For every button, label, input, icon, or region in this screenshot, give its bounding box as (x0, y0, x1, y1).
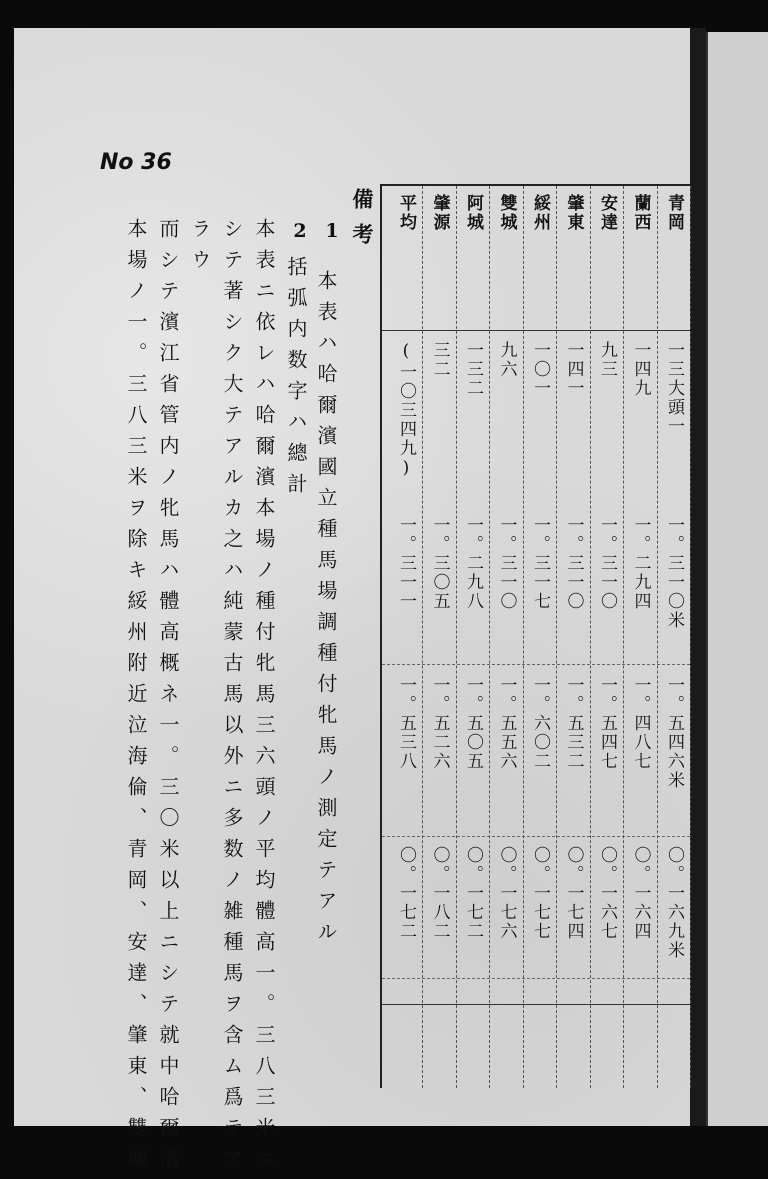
row-name: 平均 (396, 194, 416, 232)
table-cell: 一。五四七 (597, 676, 617, 771)
table-cell: 〇。一七七 (530, 846, 550, 941)
table-cell: 一三二 (463, 341, 483, 398)
table-cell: 一。二九八 (463, 516, 483, 611)
table-cell: 一。三一〇 (563, 516, 584, 611)
table-cell: (一〇三四九) (396, 341, 416, 480)
table-cell: 一。二九四 (630, 516, 651, 611)
table-cell: 〇。一八二 (429, 846, 450, 941)
note-number: 1 (321, 220, 343, 253)
table-column (422, 186, 457, 1088)
row-name: 肇源 (429, 194, 450, 232)
row-name: 安達 (597, 194, 617, 232)
row-name: 肇東 (563, 194, 584, 232)
table-cell: 一。三〇五 (429, 516, 450, 611)
table-cell: 一三大頭一 (664, 341, 684, 436)
row-name: 綏州 (530, 194, 550, 232)
note-line: 括弧内数字ハ總計 (284, 256, 308, 504)
table-cell: 〇。一七六 (496, 846, 517, 941)
page-number: No 36 (100, 150, 172, 175)
note-line: 本表ニ依レハ哈爾濱本場ノ種付牝馬三六頭ノ平均體高一。三八三米ニ (252, 218, 276, 1179)
table-column (389, 186, 424, 1088)
table-column (523, 186, 558, 1088)
note-line: シテ著シク大テアルカ之ハ純蒙古馬以外ニ多数ノ雑種馬ヲ含ム爲テア (220, 218, 244, 1179)
table-cell: 一。三一七 (530, 516, 550, 611)
table-cell: 一。三一〇 (496, 516, 517, 611)
table-cell: 〇。一六四 (630, 846, 651, 941)
data-table (380, 184, 690, 1088)
book-gutter (690, 28, 706, 1126)
row-name: 蘭西 (630, 194, 651, 232)
table-column (489, 186, 524, 1088)
table-cell: 一。三一〇 (597, 516, 617, 611)
table-cell: 〇。一七二 (463, 846, 483, 941)
table-cell: 一四一 (563, 341, 584, 398)
note-number: 2 (289, 220, 311, 253)
note-line: 本場ノ一。三八三米ヲ除キ綏州附近泣海倫、青岡、安達、肇東、雙城 (124, 218, 148, 1179)
table-cell: 一。五三八 (396, 676, 416, 771)
note-line: 而シテ濱江省管内ノ牝馬ハ體高概ネ一。三〇米以上ニシテ就中哈爾濱 (156, 218, 180, 1179)
table-cell: 一。五四六米 (664, 676, 684, 790)
note-line: ラウ (188, 218, 212, 280)
row-name: 阿城 (463, 194, 483, 232)
table-cell: 一。六〇二 (530, 676, 550, 771)
table-cell: 一。五三二 (563, 676, 584, 771)
table-cell: 〇。一七二 (396, 846, 416, 941)
table-column (623, 186, 658, 1088)
table-cell: 一〇一 (530, 341, 550, 398)
table-cell: 〇。一七四 (563, 846, 584, 941)
table-cell: 九六 (496, 341, 517, 379)
adjacent-page-edge (706, 32, 768, 1126)
row-name: 青岡 (664, 194, 684, 232)
notes-title: 備考 (350, 188, 375, 258)
table-cell: 一。三一一 (396, 516, 416, 611)
table-cell: 一。五二六 (429, 676, 450, 771)
table-cell: 一。五〇五 (463, 676, 483, 771)
table-cell: 一四九 (630, 341, 651, 398)
table-cell: 〇。一六九米 (664, 846, 684, 960)
table-cell: 一。三一〇米 (664, 516, 684, 630)
table-column (590, 186, 625, 1088)
row-name: 雙城 (496, 194, 517, 232)
table-cell: 一。四八七 (630, 676, 651, 771)
table-column (556, 186, 591, 1088)
table-cell: 〇。一六七 (597, 846, 617, 941)
table-cell: 三二 (429, 341, 450, 379)
table-column (657, 186, 692, 1088)
table-cell: 一。五五六 (496, 676, 517, 771)
note-line: 本表ハ哈爾濱國立種馬場調種付牝馬ノ測定テアル (314, 270, 338, 952)
table-cell: 九三 (597, 341, 617, 379)
table-column (456, 186, 491, 1088)
